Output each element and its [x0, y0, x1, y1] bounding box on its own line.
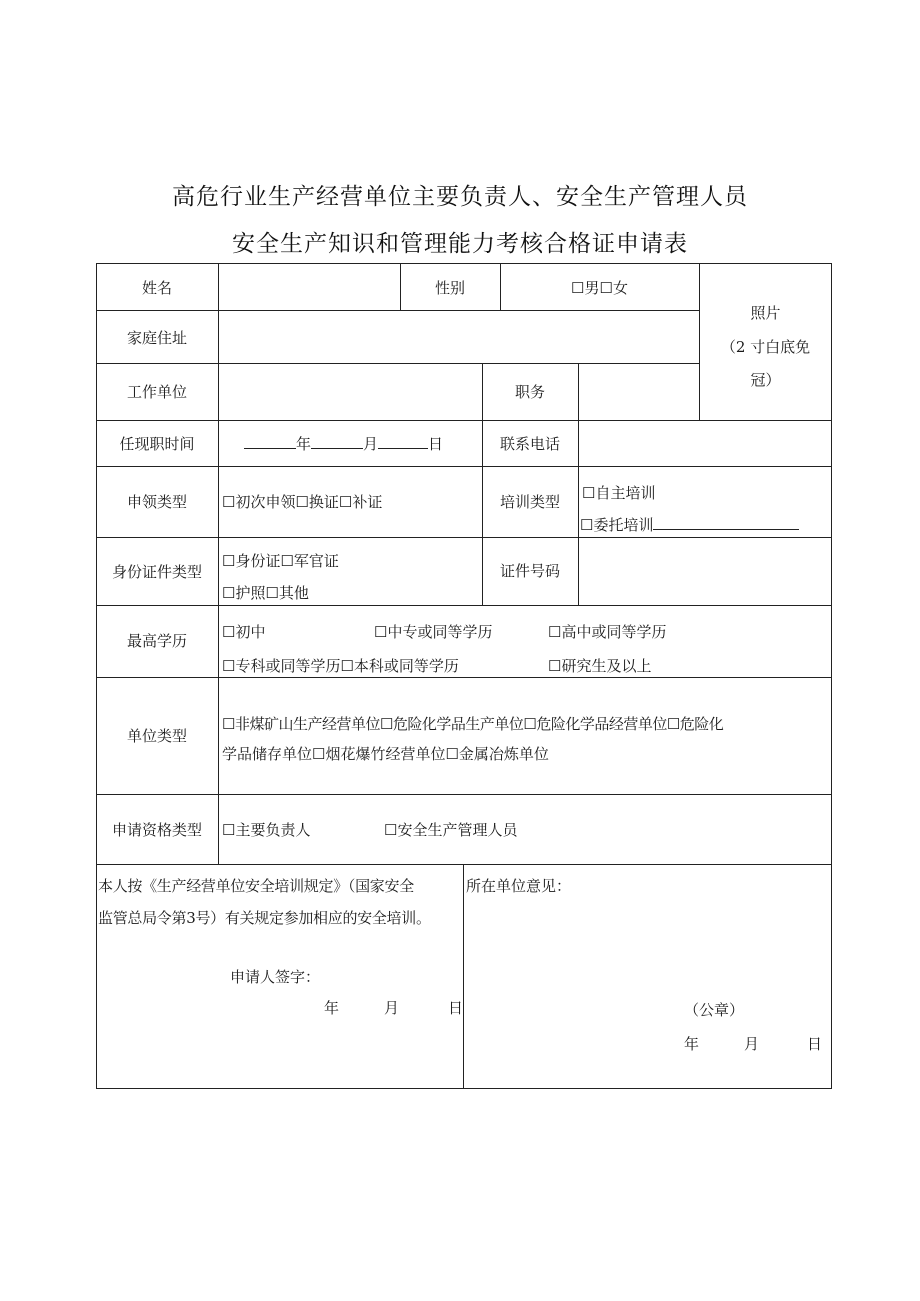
declaration-text-1: 本人按《生产经营单位安全培训规定》（国家安全	[98, 877, 414, 895]
row-divider	[96, 310, 699, 311]
name-field[interactable]	[222, 268, 396, 306]
year-text: 年	[296, 435, 312, 453]
phone-field[interactable]	[582, 424, 828, 462]
day-text: 日	[428, 435, 444, 453]
unit-type-options-1[interactable]: ☐非煤矿山生产经营单位☐危险化学品生产单位☐危险化学品经营单位☐危险化	[222, 715, 724, 733]
tenure-date-field[interactable]	[244, 434, 443, 454]
photo-size-note: （2 寸白底免	[720, 338, 811, 356]
id-type-options-2[interactable]: ☐护照☐其他	[222, 584, 309, 602]
education-option-vocational[interactable]: ☐中专或同等学历	[374, 623, 493, 641]
row-divider	[96, 537, 832, 538]
row-divider	[96, 605, 832, 606]
employer-label: 工作单位	[126, 383, 187, 401]
id-number-field[interactable]	[582, 542, 828, 600]
tenure-label: 任现职时间	[119, 435, 195, 453]
unit-type-label: 单位类型	[126, 727, 187, 745]
education-option-junior[interactable]: ☐初中	[222, 623, 266, 641]
row-divider	[96, 864, 832, 865]
declaration-text-2: 监管总局令第3号）有关规定参加相应的安全培训。	[98, 909, 431, 927]
opinion-year: 年	[684, 1035, 700, 1053]
education-option-college[interactable]: ☐专科或同等学历☐本科或同等学历	[222, 657, 459, 675]
education-option-graduate[interactable]: ☐研究生及以上	[548, 657, 652, 675]
row-divider	[96, 677, 832, 678]
education-label: 最高学历	[126, 632, 187, 650]
photo-size-note-cont: 冠）	[750, 371, 781, 389]
month-text: 月	[363, 435, 379, 453]
row-divider	[96, 420, 832, 421]
unit-opinion-label: 所在单位意见：	[466, 877, 572, 895]
unit-type-options-2[interactable]: 学品储存单位☐烟花爆竹经营单位☐金属冶炼单位	[222, 745, 549, 763]
position-label: 职务	[514, 383, 545, 401]
form-title-line2: 安全生产知识和管理能力考核合格证申请表	[232, 231, 688, 257]
training-entrusted-text: ☐委托培训	[580, 516, 654, 534]
id-type-options-1[interactable]: ☐身份证☐军官证	[222, 552, 339, 570]
photo-label: 照片	[750, 304, 781, 322]
id-type-label: 身份证件类型	[111, 563, 202, 581]
address-label: 家庭住址	[126, 329, 187, 347]
apply-type-label: 申领类型	[126, 493, 187, 511]
opinion-month: 月	[744, 1035, 760, 1053]
row-divider	[96, 466, 832, 467]
declaration-day: 日	[448, 999, 464, 1017]
qualification-label: 申请资格类型	[111, 821, 202, 839]
address-field[interactable]	[222, 315, 694, 359]
form-title-line1: 高危行业生产经营单位主要负责人、安全生产管理人员	[172, 184, 748, 210]
applicant-signature-label: 申请人签字：	[230, 968, 321, 986]
column-divider	[578, 363, 579, 605]
employer-field[interactable]	[222, 368, 478, 416]
qualification-option-principal[interactable]: ☐主要负责人	[222, 821, 311, 839]
declaration-month: 月	[384, 999, 400, 1017]
training-self-option[interactable]: ☐自主培训	[582, 484, 656, 502]
position-field[interactable]	[582, 368, 695, 416]
official-seal-label: （公章）	[684, 1001, 745, 1019]
education-option-senior[interactable]: ☐高中或同等学历	[548, 623, 667, 641]
training-entrusted-option[interactable]	[580, 515, 799, 535]
gender-options[interactable]: ☐男☐女	[571, 279, 628, 297]
row-divider	[96, 363, 699, 364]
opinion-day: 日	[807, 1035, 823, 1053]
declaration-year: 年	[324, 999, 340, 1017]
gender-label: 性别	[434, 279, 465, 297]
column-divider	[218, 263, 219, 864]
column-divider	[463, 864, 464, 1089]
id-number-label: 证件号码	[499, 562, 560, 580]
qualification-option-safety-manager[interactable]: ☐安全生产管理人员	[384, 821, 518, 839]
apply-type-options[interactable]: ☐初次申领☐换证☐补证	[222, 493, 383, 511]
training-type-label: 培训类型	[499, 493, 560, 511]
phone-label: 联系电话	[499, 435, 560, 453]
name-label: 姓名	[141, 279, 172, 297]
row-divider	[96, 794, 832, 795]
